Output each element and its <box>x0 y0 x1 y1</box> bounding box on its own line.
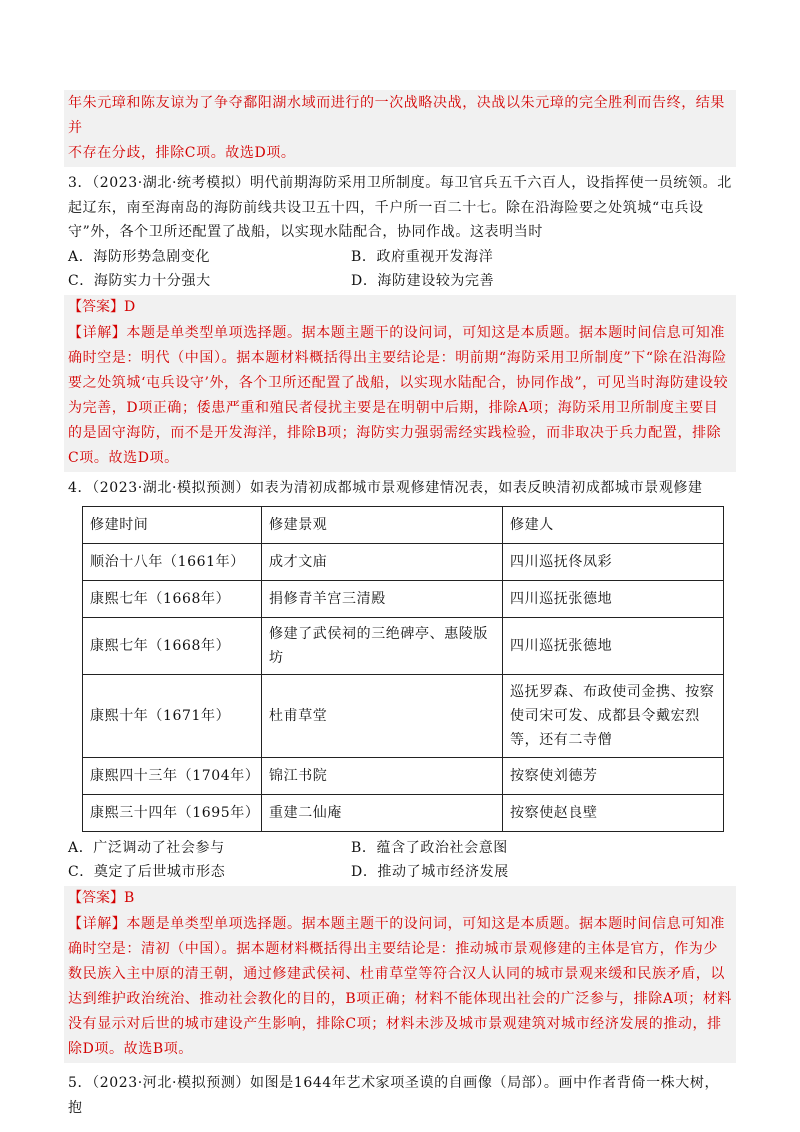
q3-option-c: C．海防实力十分强大 <box>68 272 211 289</box>
q4-answer <box>64 886 736 911</box>
q3-answer-value: D <box>124 298 136 315</box>
q4-answer-value: B <box>124 890 135 906</box>
table-cell: 康熙七年（1668年） <box>83 618 262 675</box>
table-cell: 重建二仙庵 <box>262 795 503 832</box>
q4-option-b: B．蕴含了政治社会意图 <box>351 840 508 856</box>
previous-detail <box>64 90 736 167</box>
table-row <box>83 675 724 758</box>
table-cell: 康熙四十三年（1704年） <box>83 758 262 795</box>
question-4-options <box>68 836 732 884</box>
table-cell: 四川巡抚张德地 <box>503 618 724 675</box>
q3-detail-label: 【详解】 <box>68 324 127 341</box>
question-5-stem: 5．（2023·河北·模拟预测）如图是1644年艺术家项圣谟的自画像（局部）。画中作者背倚一株大树，抱 <box>68 1075 720 1116</box>
q4-answer-label: 【答案】 <box>68 890 124 906</box>
table-header-cell: 修建人 <box>503 507 724 544</box>
table-cell: 捐修青羊宫三清殿 <box>262 581 503 618</box>
q3-option-a: A．海防形势急剧变化 <box>68 248 211 265</box>
table-header-cell: 修建时间 <box>83 507 262 544</box>
table-row <box>83 758 724 795</box>
q3-detail <box>64 320 736 472</box>
previous-detail-line1: 年朱元璋和陈友谅为了争夺鄱阳湖水域而进行的一次战略决战，决战以朱元璋的完全胜利而告终，结果并 <box>68 95 725 136</box>
table-cell: 巡抚罗森、布政使司金携、按察使司宋可发、成都县令戴宏烈等，还有二寺僧 <box>503 675 724 758</box>
table-row <box>83 581 724 618</box>
table-cell: 四川巡抚佟凤彩 <box>503 544 724 581</box>
table-row <box>83 544 724 581</box>
table-cell: 锦江书院 <box>262 758 503 795</box>
table-cell: 康熙三十四年（1695年） <box>83 795 262 832</box>
table-cell: 康熙十年（1671年） <box>83 675 262 758</box>
q4-option-a: A．广泛调动了社会参与 <box>68 840 225 856</box>
question-3-options <box>68 245 732 293</box>
q4-detail-text: 本题是单类型单项选择题。据本题主题干的设问词，可知这是本质题。据本题时间信息可知准确时空是：清初（中国）。据本题材料概括得出主要结论是：推动城市景观修建的主体是官方，作为少数民族入主中原的清王朝，通过修建武侯祠、杜甫草堂等符合汉人认同的城市景观来缓和民族矛盾，以达到维护政治统治、推动社会教化的目的，B项正确；材料不能体现出社会的广泛参与，排除A项；材料没有显示对后世的城市建设产生影响，排除C项；材料未涉及城市景观建筑对城市经济发展的推动，排除D项。故选B项。 <box>68 916 732 1057</box>
table-header-row <box>83 507 724 544</box>
question-3-stem: 3．（2023·湖北·统考模拟）明代前期海防采用卫所制度。每卫官兵五千六百人，设指挥使一员统领。北起辽东，南至海南岛的海防前线共设卫五十四，千户所一百二十七。除在沿海险要之处筑城“屯兵设守”外，各个卫所还配置了战船，以实现水陆配合，协同作战。这表明当时 <box>68 175 732 240</box>
q4-table <box>82 506 724 832</box>
previous-detail-line2: 不存在分歧，排除C项。故选D项。 <box>68 145 296 161</box>
table-header-cell: 修建景观 <box>262 507 503 544</box>
table-cell: 按察使赵良壁 <box>503 795 724 832</box>
q4-option-d: D．推动了城市经济发展 <box>351 864 509 880</box>
table-cell: 四川巡抚张德地 <box>503 581 724 618</box>
q4-detail-label: 【详解】 <box>68 916 127 932</box>
q3-detail-text: 本题是单类型单项选择题。据本题主题干的设问词，可知这是本质题。据本题时间信息可知准确时空是：明代（中国）。据本题材料概括得出主要结论是：明前期“海防采用卫所制度”下“除在沿海险要之处筑城‘屯兵设守’外，各个卫所还配置了战船，以实现水陆配合，协同作战”，可见当时海防建设较为完善，D项正确；倭患严重和殖民者侵扰主要是在明朝中后期，排除A项；海防采用卫所制度主要目的是固守海防，而不是开发海洋，排除B项；海防实力强弱需经实践检验，而非取决于兵力配置，排除C项。故选D项。 <box>68 324 729 466</box>
q3-option-b: B．政府重视开发海洋 <box>351 248 494 265</box>
question-4-stem: 4．（2023·湖北·模拟预测）如表为清初成都城市景观修建情况表，如表反映清初成都城市景观修建 <box>68 479 703 496</box>
table-row <box>83 795 724 832</box>
table-cell: 成才文庙 <box>262 544 503 581</box>
q4-option-c: C．奠定了后世城市形态 <box>68 864 226 880</box>
document-page <box>68 90 732 1120</box>
q4-detail <box>64 911 736 1063</box>
table-cell: 顺治十八年（1661年） <box>83 544 262 581</box>
q3-answer-label: 【答案】 <box>68 298 124 315</box>
q3-option-d: D．海防建设较为完善 <box>351 272 495 289</box>
table-cell: 按察使刘德芳 <box>503 758 724 795</box>
table-cell: 杜甫草堂 <box>262 675 503 758</box>
q3-answer <box>64 295 736 320</box>
table-cell: 康熙七年（1668年） <box>83 581 262 618</box>
table-cell: 修建了武侯祠的三绝碑亭、惠陵版坊 <box>262 618 503 675</box>
table-row <box>83 618 724 675</box>
